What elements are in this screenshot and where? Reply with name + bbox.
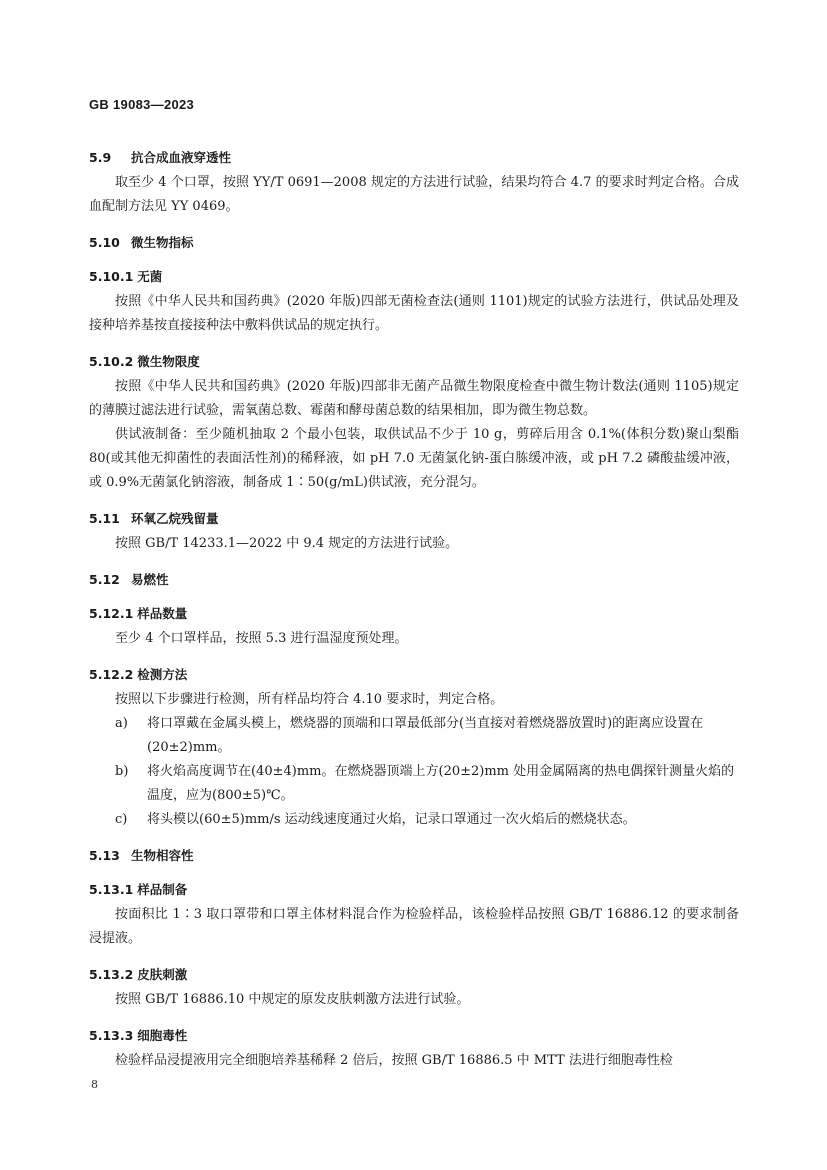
section-title: 样品数量 bbox=[137, 606, 188, 621]
standard-code: GB 19083—2023 bbox=[89, 97, 195, 112]
list-item bbox=[89, 712, 739, 760]
section-number: 5.13 bbox=[89, 848, 120, 863]
section-heading-5-13-2 bbox=[89, 962, 739, 988]
paragraph-5-12-2: 按照以下步骤进行检测，所有样品均符合 4.10 要求时，判定合格。 bbox=[115, 692, 504, 707]
section-number: 5.12.2 bbox=[89, 667, 134, 682]
paragraph-5-13-2: 按照 GB/T 16886.10 中规定的原发皮肤刺激方法进行试验。 bbox=[115, 992, 470, 1007]
paragraph-5-10-2-b: 供试液制备：至少随机抽取 2 个最小包装，取供试品不少于 10 g，剪碎后用含 0.1%(体积分数)聚山梨酯 80(或其他无抑菌性的表面活性剂)的稀释液，如 pH 7.0 无菌氯化钠-蛋白胨缓冲液，或 pH 7.2 磷酸盐缓冲液，或 0.9%无菌氯化钠溶液，制备成 1∶50(g/mL)供试液，充分混匀。 bbox=[89, 427, 739, 490]
section-title: 细胞毒性 bbox=[137, 1028, 188, 1043]
section-number: 5.11 bbox=[89, 511, 120, 526]
section-title: 无菌 bbox=[137, 269, 163, 284]
section-number: 5.13.2 bbox=[89, 967, 134, 982]
section-number: 5.12 bbox=[89, 572, 120, 587]
section-number: 5.10 bbox=[89, 235, 120, 250]
section-title: 易燃性 bbox=[131, 572, 169, 587]
list-item-label: b) bbox=[115, 764, 129, 779]
section-number: 5.9 bbox=[89, 150, 112, 165]
section-heading-5-10-2 bbox=[89, 349, 739, 375]
section-title: 皮肤刺激 bbox=[137, 967, 188, 982]
document-body bbox=[89, 145, 739, 1084]
list-item bbox=[89, 808, 739, 832]
list-item-text: 将口罩戴在金属头模上，燃烧器的顶端和口罩最低部分(当直接对着燃烧器放置时)的距离应设置在(20±2)mm。 bbox=[147, 716, 704, 755]
paragraph-5-13-1: 按面积比 1∶3 取口罩带和口罩主体材料混合作为检验样品，该检验样品按照 GB/T 16886.12 的要求制备浸提液。 bbox=[89, 907, 739, 946]
section-heading-5-13-3 bbox=[89, 1023, 739, 1049]
list-item-text: 将头模以(60±5)mm/s 运动线速度通过火焰，记录口罩通过一次火焰后的燃烧状态。 bbox=[147, 812, 636, 827]
test-steps-list bbox=[89, 712, 739, 832]
section-heading-5-11 bbox=[89, 506, 739, 532]
list-item-label: c) bbox=[115, 812, 128, 827]
section-number: 5.12.1 bbox=[89, 606, 134, 621]
section-number: 5.10.2 bbox=[89, 354, 134, 369]
paragraph-5-13-3: 检验样品浸提液用完全细胞培养基稀释 2 倍后，按照 GB/T 16886.5 中 MTT 法进行细胞毒性检 bbox=[115, 1053, 673, 1068]
paragraph-5-9: 取至少 4 个口罩，按照 YY/T 0691—2008 规定的方法进行试验，结果均符合 4.7 的要求时判定合格。合成血配制方法见 YY 0469。 bbox=[89, 175, 739, 214]
section-title: 生物相容性 bbox=[131, 848, 194, 863]
section-heading-5-12 bbox=[89, 567, 739, 593]
section-heading-5-13-1 bbox=[89, 877, 739, 903]
section-number: 5.13.1 bbox=[89, 882, 134, 897]
section-title: 抗合成血液穿透性 bbox=[131, 150, 232, 165]
paragraph-5-12-1: 至少 4 个口罩样品，按照 5.3 进行温湿度预处理。 bbox=[115, 631, 408, 646]
section-number: 5.10.1 bbox=[89, 269, 134, 284]
list-item-label: a) bbox=[115, 716, 128, 731]
section-number: 5.13.3 bbox=[89, 1028, 134, 1043]
paragraph-5-10-2-a: 按照《中华人民共和国药典》(2020 年版)四部非无菌产品微生物限度检查中微生物计数法(通则 1105)规定的薄膜过滤法进行试验，需氧菌总数、霉菌和酵母菌总数的结果相加，即为微生物总数。 bbox=[89, 379, 739, 418]
page-number: 8 bbox=[91, 1078, 98, 1091]
section-title: 微生物指标 bbox=[131, 235, 194, 250]
section-heading-5-12-2 bbox=[89, 662, 739, 688]
paragraph-5-11: 按照 GB/T 14233.1—2022 中 9.4 规定的方法进行试验。 bbox=[115, 536, 459, 551]
section-heading-5-10-1 bbox=[89, 264, 739, 290]
section-heading-5-9 bbox=[89, 145, 739, 171]
list-item-text: 将火焰高度调节在(40±4)mm。在燃烧器顶端上方(20±2)mm 处用金属隔离的热电偶探针测量火焰的温度，应为(800±5)℃。 bbox=[147, 764, 735, 803]
section-title: 微生物限度 bbox=[137, 354, 200, 369]
paragraph-5-10-1: 按照《中华人民共和国药典》(2020 年版)四部无菌检查法(通则 1101)规定的试验方法进行，供试品处理及接种培养基按直接接种法中敷料供试品的规定执行。 bbox=[89, 294, 739, 333]
section-heading-5-12-1 bbox=[89, 601, 739, 627]
section-heading-5-13 bbox=[89, 843, 739, 869]
section-title: 检测方法 bbox=[137, 667, 188, 682]
section-title: 样品制备 bbox=[137, 882, 188, 897]
section-title: 环氧乙烷残留量 bbox=[131, 511, 219, 526]
list-item bbox=[89, 760, 739, 808]
section-heading-5-10 bbox=[89, 230, 739, 256]
